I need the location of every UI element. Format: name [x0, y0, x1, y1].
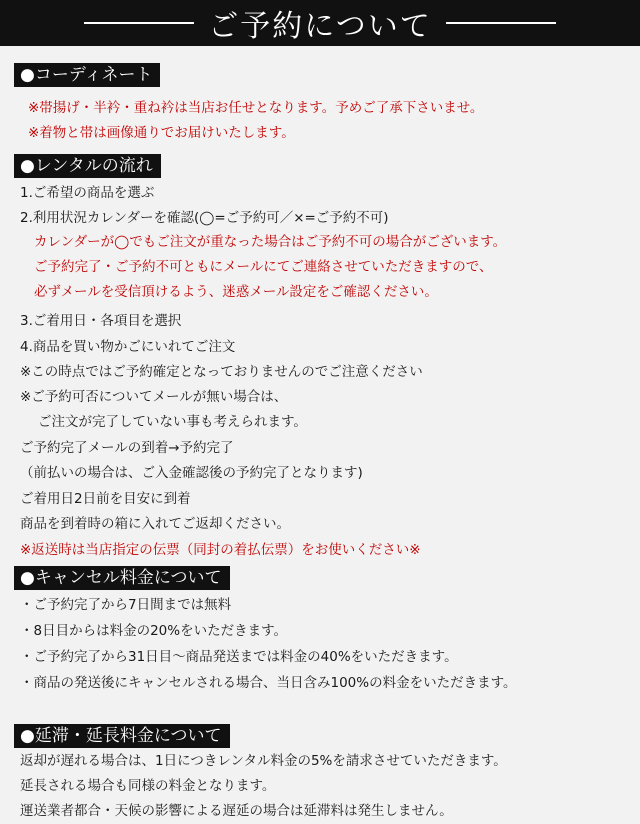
flow-note: ※ご予約可否についてメールが無い場合は、: [20, 389, 288, 405]
flow-note: ※この時点ではご予約確定となっておりませんのでご注意ください: [20, 364, 423, 380]
section-heading-flow: ●レンタルの流れ: [14, 154, 161, 178]
title-banner: [0, 0, 640, 46]
flow-step: 3.ご着用日・各項目を選択: [20, 313, 182, 329]
flow-warning: ※返送時は当店指定の伝票（同封の着払伝票）をお使いください※: [20, 542, 421, 558]
flow-warning: 必ずメールを受信頂けるよう、迷惑メール設定をご確認ください。: [34, 284, 438, 300]
cancel-fee-item: ・ご予約完了から7日間までは無料: [20, 597, 232, 613]
title-rule-right: [446, 22, 556, 24]
flow-step: ご着用日2日前を目安に到着: [20, 491, 191, 507]
flow-step: ご予約完了メールの到着→予約完了: [20, 440, 234, 456]
section-heading-coordinate: ●コーディネート: [14, 63, 160, 87]
delay-fee-item: 延長される場合も同様の料金となります。: [20, 778, 276, 794]
delay-fee-item: 返却が遅れる場合は、1日につきレンタル料金の5%を請求させていただきます。: [20, 753, 507, 769]
flow-note: （前払いの場合は、ご入金確認後の予約完了となります): [20, 465, 363, 481]
coordinate-note: ※帯揚げ・半衿・重ね衿は当店お任せとなります。予めご了承下さいませ。: [28, 100, 484, 116]
title-rule-left: [84, 22, 194, 24]
section-heading-delay: ●延滞・延長料金について: [14, 724, 230, 748]
flow-note: ご注文が完了していない事も考えられます。: [38, 414, 307, 430]
flow-warning: ご予約完了・ご予約不可ともにメールにてご連絡させていただきますので、: [34, 259, 493, 275]
page-title: ご予約について: [208, 9, 432, 44]
coordinate-note: ※着物と帯は画像通りでお届けいたします。: [28, 125, 295, 141]
flow-step: 商品を到着時の箱に入れてご返却ください。: [20, 516, 290, 532]
flow-step: 1.ご希望の商品を選ぶ: [20, 185, 155, 201]
flow-step: 2.利用状況カレンダーを確認(◯=ご予約可／×=ご予約不可): [20, 210, 389, 226]
section-heading-cancel: ●キャンセル料金について: [14, 566, 230, 590]
flow-step: 4.商品を買い物かごにいれてご注文: [20, 339, 236, 355]
cancel-fee-item: ・ご予約完了から31日目〜商品発送までは料金の40%をいただきます。: [20, 649, 458, 665]
cancel-fee-item: ・商品の発送後にキャンセルされる場合、当日含み100%の料金をいただきます。: [20, 675, 517, 691]
flow-warning: カレンダーが◯でもご注文が重なった場合はご予約不可の場合がございます。: [34, 234, 507, 250]
cancel-fee-item: ・8日目からは料金の20%をいただきます。: [20, 623, 288, 639]
delay-fee-item: 運送業者都合・天候の影響による遅延の場合は延滞料は発生しません。: [20, 803, 453, 819]
